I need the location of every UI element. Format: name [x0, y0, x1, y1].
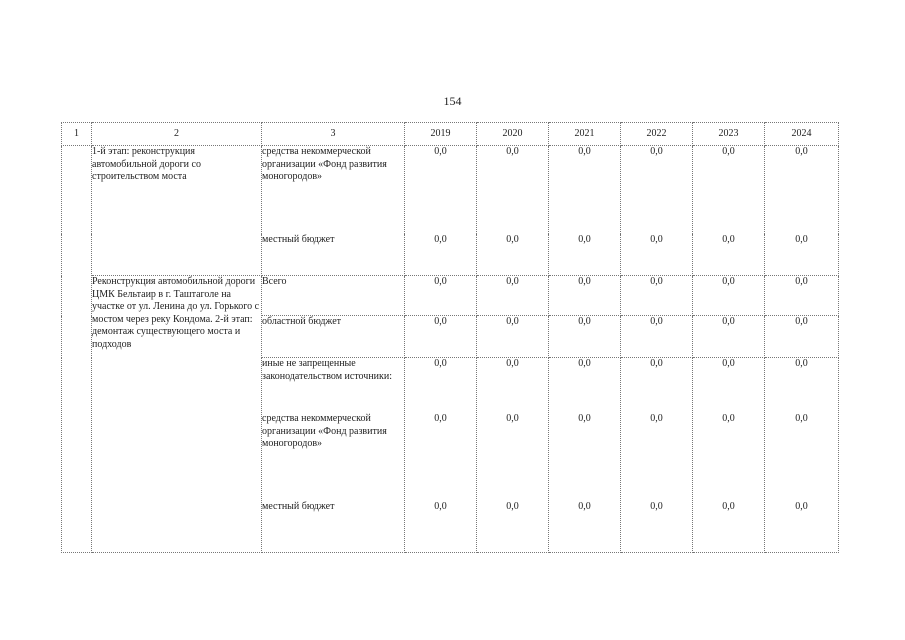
value-cell: 0,0	[650, 358, 663, 369]
value-cell: 0,0	[765, 316, 839, 358]
value-cell: 0,0	[722, 413, 735, 424]
value-stack	[477, 358, 549, 553]
value-cell: 0,0	[506, 501, 519, 512]
value-cell: 0,0	[621, 146, 693, 234]
value-cell: 0,0	[765, 234, 839, 276]
header-cell: 1	[62, 123, 92, 146]
value-cell: 0,0	[621, 234, 693, 276]
measure-name: 1-й этап: реконструкция автомобильной дороги со строительством моста	[92, 146, 262, 276]
header-cell: 3	[262, 123, 405, 146]
funding-source-group	[262, 358, 405, 553]
value-cell: 0,0	[549, 234, 621, 276]
value-stack	[765, 358, 839, 553]
header-cell: 2021	[549, 123, 621, 146]
value-stack	[621, 358, 693, 553]
value-cell: 0,0	[477, 316, 549, 358]
header-cell: 2023	[693, 123, 765, 146]
value-cell: 0,0	[477, 276, 549, 316]
table-header-row	[62, 123, 839, 146]
value-cell: 0,0	[693, 276, 765, 316]
header-cell: 2019	[405, 123, 477, 146]
funding-source: местный бюджет	[262, 501, 335, 512]
value-cell: 0,0	[722, 501, 735, 512]
value-cell: 0,0	[434, 413, 447, 424]
page-number: 154	[443, 94, 462, 108]
header-cell: 2020	[477, 123, 549, 146]
measure-name: Реконструкция автомобильной дороги ЦМК Бельтаир в г. Таштаголе на участке от ул. Ленина до ул. Горького с мостом через реку Кондома. 2-й этап: демонтаж существующего моста и подходов	[92, 276, 262, 553]
funding-source: средства некоммерческой организации «Фонд развития моногородов»	[262, 413, 387, 449]
budget-table	[61, 122, 839, 553]
value-cell: 0,0	[578, 501, 591, 512]
value-cell: 0,0	[765, 146, 839, 234]
header-cell: 2	[92, 123, 262, 146]
value-cell: 0,0	[795, 501, 808, 512]
value-cell: 0,0	[578, 413, 591, 424]
value-cell: 0,0	[795, 358, 808, 369]
value-cell: 0,0	[405, 316, 477, 358]
value-cell: 0,0	[549, 276, 621, 316]
value-cell: 0,0	[405, 234, 477, 276]
funding-source: иные не запрещенные законодательством источники:	[262, 358, 393, 382]
value-cell: 0,0	[549, 146, 621, 234]
funding-source: средства некоммерческой организации «Фонд развития моногородов»	[262, 146, 405, 234]
value-cell: 0,0	[693, 316, 765, 358]
funding-source: Всего	[262, 276, 405, 316]
value-cell: 0,0	[405, 276, 477, 316]
value-cell: 0,0	[506, 358, 519, 369]
value-cell: 0,0	[578, 358, 591, 369]
value-cell: 0,0	[795, 413, 808, 424]
empty-cell	[62, 146, 92, 553]
value-stack	[405, 358, 477, 553]
value-cell: 0,0	[621, 276, 693, 316]
value-stack	[693, 358, 765, 553]
value-cell: 0,0	[506, 413, 519, 424]
value-cell: 0,0	[650, 413, 663, 424]
value-cell: 0,0	[549, 316, 621, 358]
value-cell: 0,0	[434, 501, 447, 512]
funding-source: областной бюджет	[262, 316, 405, 358]
value-cell: 0,0	[722, 358, 735, 369]
table-row	[62, 276, 839, 316]
value-cell: 0,0	[693, 234, 765, 276]
table-row	[62, 146, 839, 234]
header-cell: 2022	[621, 123, 693, 146]
value-cell: 0,0	[650, 501, 663, 512]
value-cell: 0,0	[434, 358, 447, 369]
value-cell: 0,0	[477, 234, 549, 276]
value-cell: 0,0	[477, 146, 549, 234]
funding-source: местный бюджет	[262, 234, 405, 276]
value-cell: 0,0	[621, 316, 693, 358]
value-stack	[549, 358, 621, 553]
value-cell: 0,0	[405, 146, 477, 234]
header-cell: 2024	[765, 123, 839, 146]
value-cell: 0,0	[693, 146, 765, 234]
value-cell: 0,0	[765, 276, 839, 316]
